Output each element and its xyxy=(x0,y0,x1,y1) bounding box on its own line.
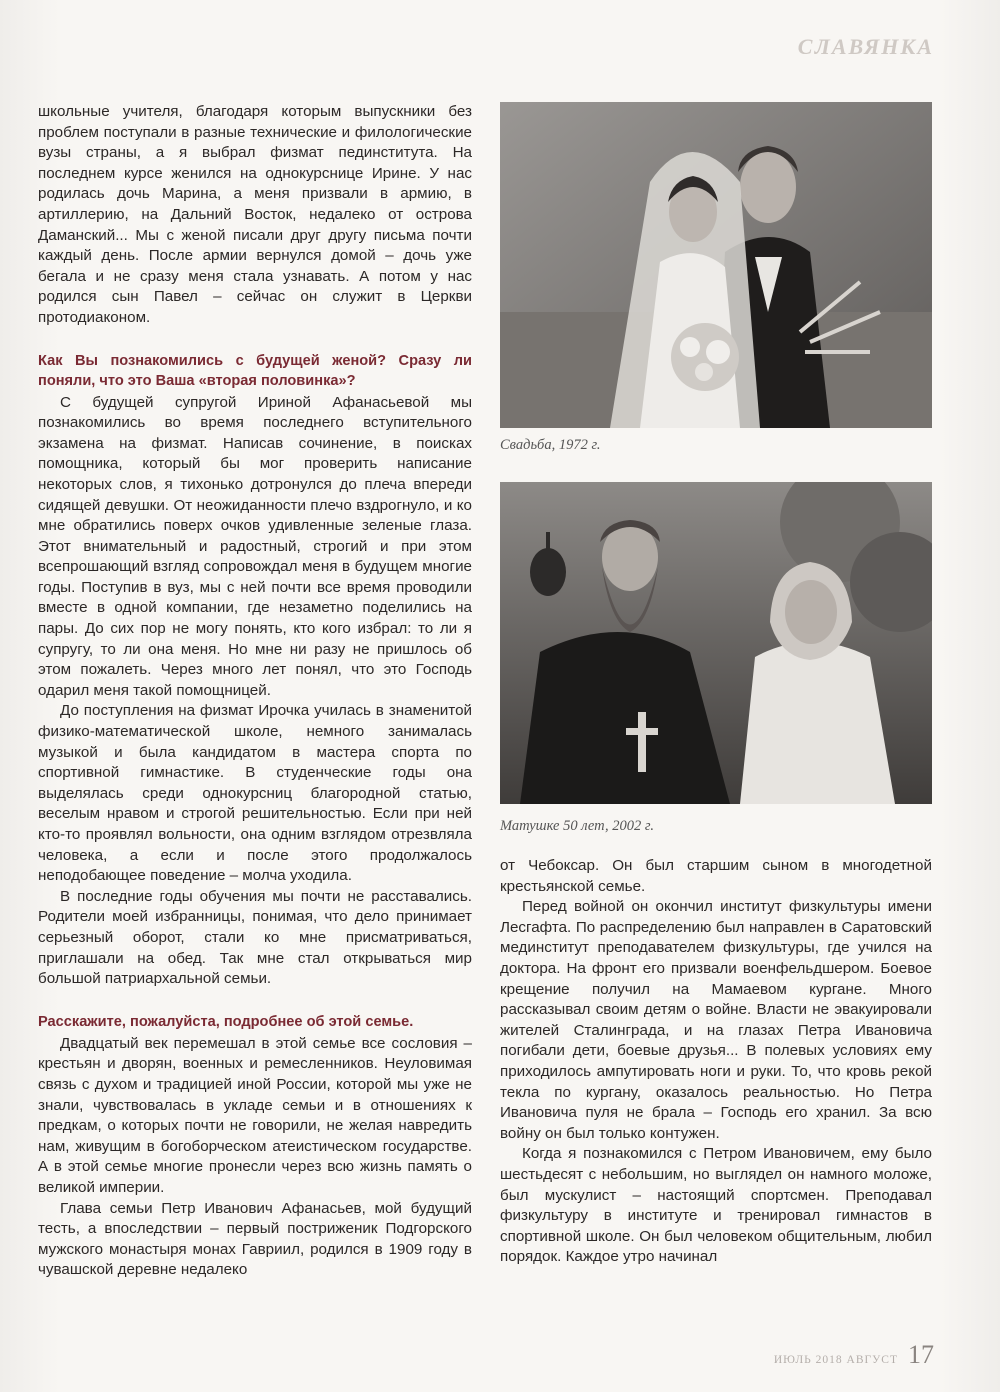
paragraph: Глава семьи Петр Иванович Афанасьев, мой будущий тесть, а впоследствии – первый постриженик Подгорского мужского монастыря монах Гавриил, родился в 1909 году в чувашской деревне недалеко xyxy=(38,1199,472,1279)
wedding-photo xyxy=(500,102,932,428)
wedding-photo-image xyxy=(500,102,932,428)
issue-date: ИЮЛЬ 2018 АВГУСТ xyxy=(773,1354,898,1366)
paragraph: Перед войной он окончил институт физкультуры имени Лесгафта. По распределению был направлен в Саратовский мединститут преподавателем физкультуры, где учился на доктора. На фронт его призвали военфельдшером. Боевое крещение получил на Мамаевом кургане. Много рассказывал своим детям о войне. Власти не эвакуировали жителей Сталинграда, и на глазах Петра Ивановича погибали дети, боевые друзья... В полевых условиях ему приходилось ампутировать ноги и руки. То, что кровь рекой текла по кургану, оказалось реальностью. Но Петра Ивановича пуля не брала – Господь его хранил. За всю войну он был только контужен. xyxy=(500,898,932,1142)
paragraph: Двадцатый век перемешал в этой семье все сословия – крестьян и дворян, военных и ремесленников. Неуловимая связь с духом и традицией иной России, которой мы уже не знали, чувствовалась в укладе семьи и в отношениях к предкам, о которых почти не говорили, не желая навредить нам, живущим в богоборческом атеистическом государстве. А в этой семье многие пронесли через всю жизнь память о великой империи. xyxy=(38,1034,472,1196)
matushka-photo xyxy=(500,482,932,804)
matushka-photo-caption: Матушке 50 лет, 2002 г. xyxy=(500,818,654,834)
left-text-column xyxy=(38,102,472,1281)
interview-question: Расскажите, пожалуйста, подробнее об этой семье. xyxy=(38,1013,414,1030)
page-number: 17 xyxy=(908,1340,934,1369)
page-footer xyxy=(774,1340,934,1370)
paragraph: В последние годы обучения мы почти не расставались. Родители моей избранницы, понимая, что дело принимает серьезный оборот, стали ко мне присматриваться, приглашали на обед. Так мне стал открываться мир большой патриархальной семьи. xyxy=(38,887,472,988)
wedding-photo-caption: Свадьба, 1972 г. xyxy=(500,437,601,453)
interview-question: Как Вы познакомились с будущей женой? Сразу ли поняли, что это Ваша «вторая половинка»? xyxy=(38,352,472,389)
paragraph: школьные учителя, благодаря которым выпускники без проблем поступали в разные технические и филологические вузы страны, а я выбрал физмат пединститута. На последнем курсе женился на однокурснице Ирине. У нас родилась дочь Марина, а меня призвали в армию, в артиллерию, на Дальний Восток, недалеко от острова Даманский... Мы с женой писали друг другу письма почти каждый день. После армии вернулся домой – дочь уже бегала и не сразу меня стала узнавать. А потом у нас родился сын Павел – сейчас он служит в Церкви протодиаконом. xyxy=(38,103,472,326)
magazine-brand: СЛАВЯНКА xyxy=(797,34,934,59)
paragraph: от Чебоксар. Он был старшим сыном в многодетной крестьянской семье. xyxy=(500,857,932,895)
paragraph: С будущей супругой Ириной Афанасьевой мы познакомились во время последнего вступительного экзамена на физмат. Написав сочинение, в поисках помощника, который бы мог проверить написание некоторых слов, я тихонько дотронулся до плеча впереди сидящей девушки. От неожиданности плечо вздрогнуло, и ко мне обратились поверх очков удивленные зеленые глаза. Этот внимательный и радостный, строгий и при этом всепрошающий взгляд сопровождал меня в будущем многие годы. Поступив в вуз, мы с ней почти все время проводили вместе в одной компании, где незаметно поделились на пары. До сих пор не могу понять, кто кого избрал: то ли я супругу, то ли она меня. Но мне ни разу не пришлось об этом пожалеть. Через много лет понял, что это Господь одарил меня такой помощницей. xyxy=(38,393,472,699)
paragraph: Когда я познакомился с Петром Ивановичем, ему было шестьдесят с небольшим, но выглядел он намного моложе, был мускулист – настоящий спортсмен. Преподавал физкультуру в институте и тренировал гимнастов в спортивной школе. Он был человеком общительным, любил порядок. Каждое утро начинал xyxy=(500,1145,932,1266)
paragraph: До поступления на физмат Ирочка училась в знаменитой физико-математической школе, немного занималась музыкой и была кандидатом в мастера спорта по спортивной гимнастике. В студенческие годы она выделялась среди однокурсниц благородной статью, веселым нравом и строгой решительностью. Если при ней кто-то проявлял вольности, она одним взглядом отрезвляла человека, а если и после этого продолжалось неподобающее поведение – молча уходила. xyxy=(38,702,472,885)
matushka-photo-image xyxy=(500,482,932,804)
right-text-column xyxy=(500,856,932,1268)
